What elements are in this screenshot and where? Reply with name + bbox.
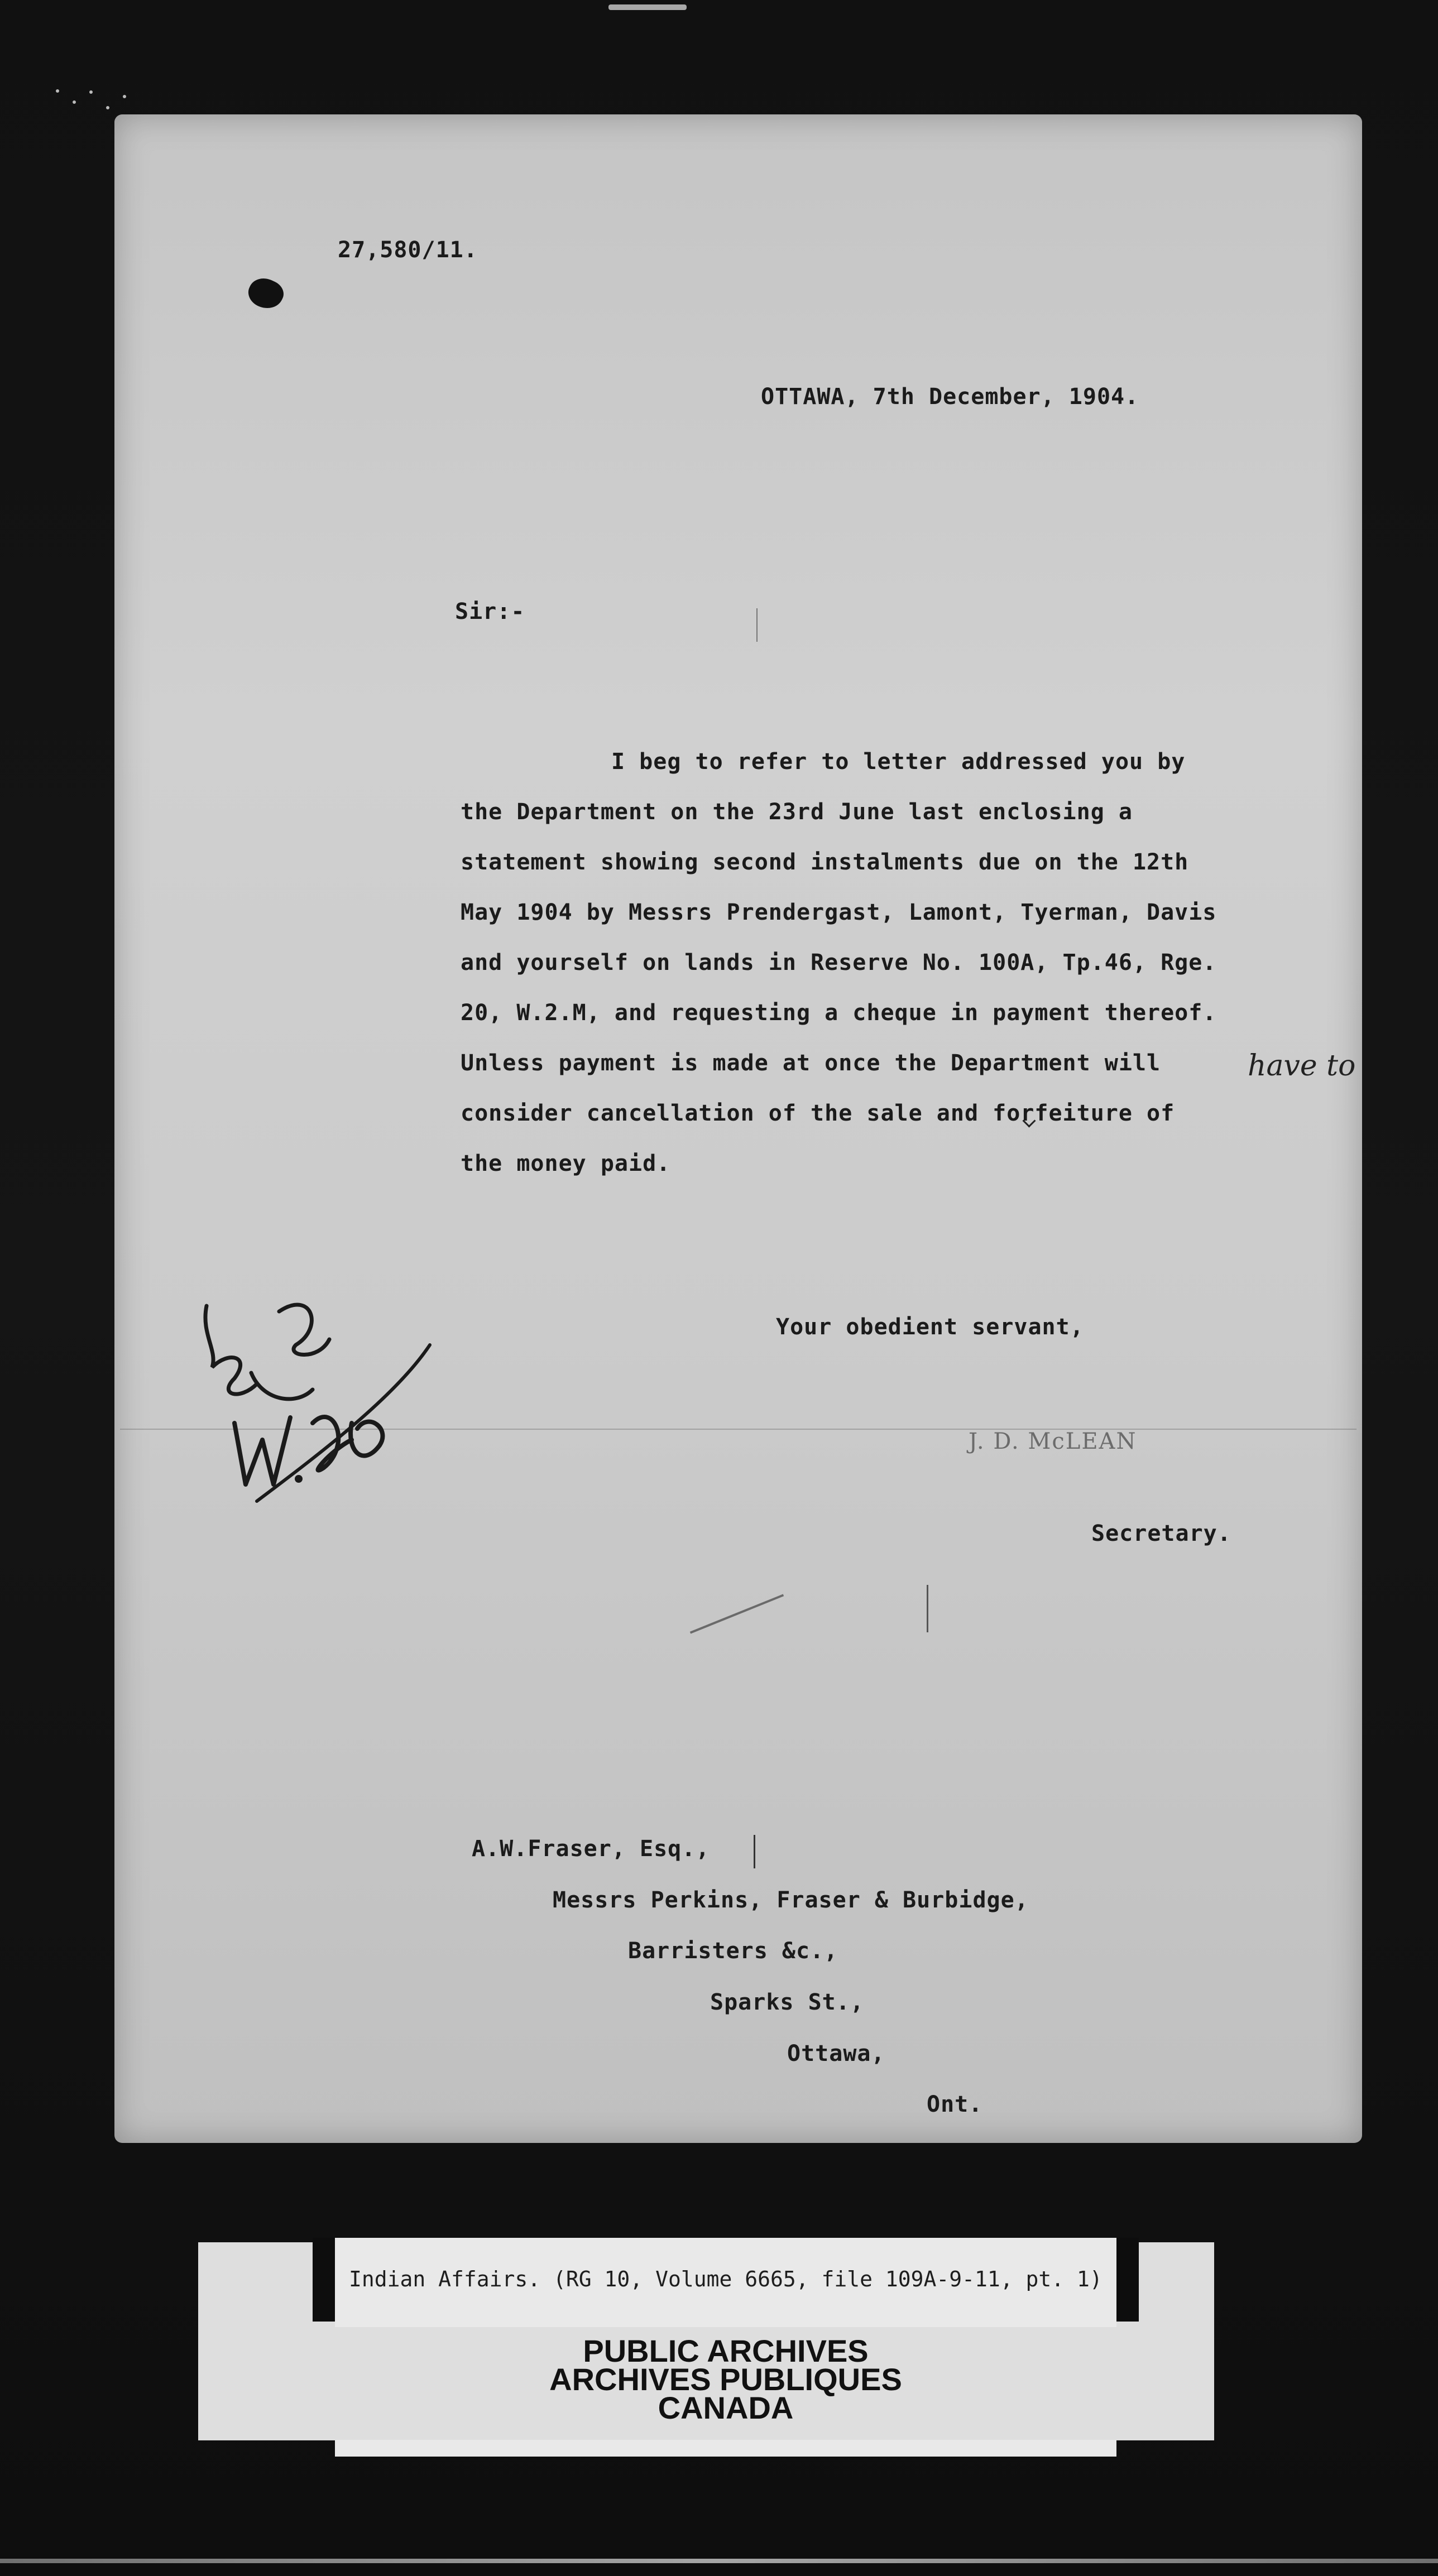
body-line: the Department on the 23rd June last enclosing a <box>461 799 1133 825</box>
archive-citation: Indian Affairs. (RG 10, Volume 6665, file 109A-9-11, pt. 1) <box>349 2267 1103 2291</box>
film-speck <box>608 4 687 10</box>
handwritten-initials <box>184 1284 441 1529</box>
body-line: consider cancellation of the sale and forfeiture of <box>461 1100 1175 1126</box>
film-edge <box>0 2559 1438 2563</box>
address-line: Barristers &c., <box>628 1938 838 1964</box>
salutation: Sir:- <box>455 599 525 624</box>
body-line: 20, W.2.M, and requesting a cheque in payment thereof. <box>461 1000 1217 1026</box>
address-mark <box>754 1835 755 1868</box>
label-tab <box>313 2238 335 2322</box>
address-line: A.W.Fraser, Esq., <box>472 1836 710 1862</box>
label-bottom-strip <box>335 2440 1116 2457</box>
body-line: I beg to refer to letter addressed you by <box>611 749 1186 775</box>
reference-number: 27,580/11. <box>338 237 478 263</box>
address-line: Messrs Perkins, Fraser & Burbidge, <box>553 1887 1029 1913</box>
address-line: Ont. <box>927 2092 983 2117</box>
handwritten-insert: have to <box>1248 1049 1356 1083</box>
body-line: May 1904 by Messrs Prendergast, Lamont, Tyerman, Davis <box>461 900 1217 925</box>
body-line: statement showing second instalments due on the 12th <box>461 849 1189 875</box>
film-dust <box>50 84 134 117</box>
body-line: the money paid. <box>461 1151 671 1176</box>
archive-name: CANADA <box>658 2390 794 2425</box>
archive-name: ARCHIVES PUBLIQUES <box>549 2362 902 2397</box>
closing: Your obedient servant, <box>776 1314 1084 1340</box>
body-line: and yourself on lands in Reserve No. 100A, Tp.46, Rge. <box>461 950 1217 975</box>
letter-body <box>461 745 1365 1197</box>
archive-name: PUBLIC ARCHIVES <box>583 2333 869 2368</box>
address-line: Sparks St., <box>710 1989 864 2015</box>
address-line: Ottawa, <box>787 2041 885 2066</box>
stamped-signature: J. D. McLEAN <box>969 1429 1137 1454</box>
dateline: OTTAWA, 7th December, 1904. <box>761 384 1139 410</box>
pen-mark <box>927 1585 928 1632</box>
stray-mark <box>756 608 758 642</box>
body-line: Unless payment is made at once the Department will <box>461 1050 1161 1076</box>
label-tab <box>1116 2238 1139 2322</box>
signatory-title: Secretary. <box>1091 1521 1231 1546</box>
